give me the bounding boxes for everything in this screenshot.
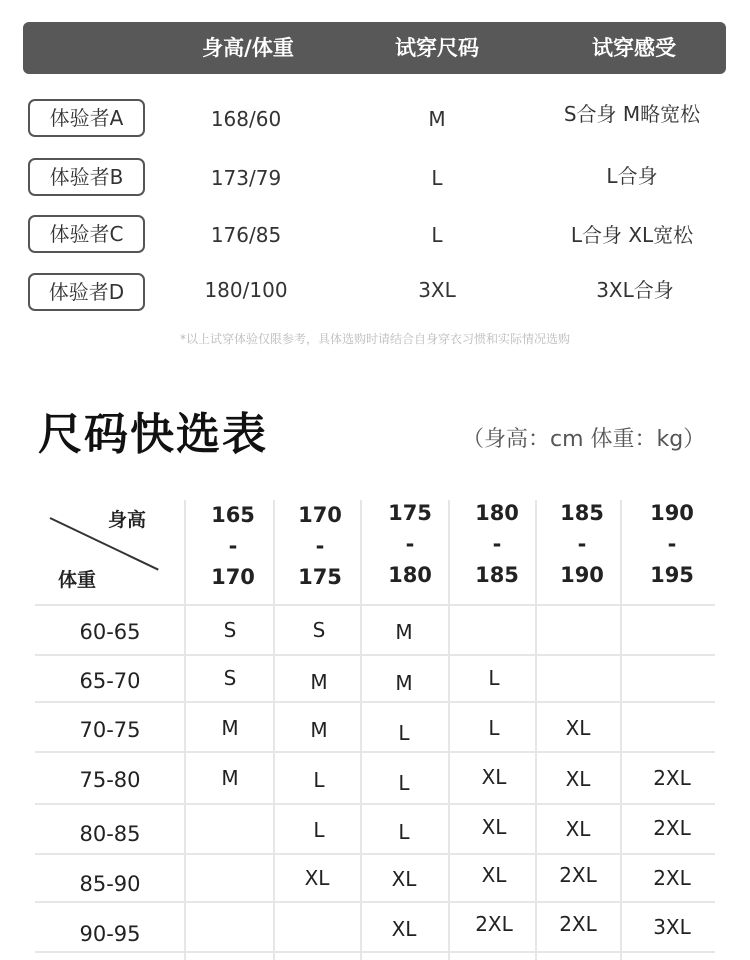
size-cell: 2XL — [559, 863, 597, 887]
size-cell: L — [398, 721, 410, 745]
size-cell: L — [398, 820, 410, 844]
size-cell: XL — [481, 765, 507, 789]
grid-vline — [273, 500, 275, 960]
weight-range-label: 65-70 — [79, 669, 141, 693]
grid-hline — [35, 853, 715, 855]
height-from: 180 — [475, 501, 519, 525]
weight-range-label: 90-95 — [79, 922, 141, 946]
tester-feeling: S合身 M略宽松 — [563, 102, 701, 126]
size-cell: S — [312, 618, 326, 642]
height-from: 175 — [388, 501, 432, 525]
size-cell: XL — [391, 867, 417, 891]
tester-feeling: L合身 — [606, 164, 658, 188]
tester-feeling: 3XL合身 — [596, 278, 674, 302]
weight-range-label: 75-80 — [79, 768, 141, 792]
size-cell: XL — [481, 815, 507, 839]
size-cell: 3XL — [653, 915, 691, 939]
tester-height-weight: 180/100 — [204, 278, 288, 302]
size-cell: 2XL — [653, 866, 691, 890]
corner-height-label: 身高 — [108, 509, 147, 531]
size-cell: M — [221, 716, 239, 740]
size-cell: L — [313, 818, 325, 842]
size-cell: 2XL — [653, 816, 691, 840]
header-try-size: 试穿尺码 — [395, 36, 479, 60]
height-column-header — [193, 500, 273, 593]
size-cell: XL — [481, 863, 507, 887]
corner-weight-label: 体重 — [58, 569, 97, 591]
height-from: 185 — [560, 501, 604, 525]
size-cell: S — [223, 666, 237, 690]
height-column-header — [542, 498, 622, 591]
size-cell: M — [310, 670, 328, 694]
height-column-header — [280, 500, 360, 593]
size-cell: XL — [565, 716, 591, 740]
weight-range-label: 80-85 — [79, 822, 141, 846]
size-cell: XL — [565, 767, 591, 791]
height-dash: - — [315, 534, 325, 558]
size-cell: S — [223, 618, 237, 642]
size-cell: M — [395, 620, 413, 644]
grid-vline — [184, 500, 186, 960]
size-cell: XL — [391, 917, 417, 941]
grid-hline — [35, 901, 715, 903]
height-to: 195 — [650, 563, 694, 587]
size-cell: XL — [565, 817, 591, 841]
tester-name-badge: 体验者B — [28, 158, 145, 196]
size-cell: M — [310, 718, 328, 742]
size-cell: 2XL — [475, 912, 513, 936]
height-from: 165 — [211, 503, 255, 527]
tester-size: L — [431, 166, 443, 190]
size-cell: L — [488, 716, 500, 740]
size-chart-unit-note: （身高：cm 体重：kg） — [462, 427, 706, 452]
height-to: 185 — [475, 563, 519, 587]
height-column-header — [457, 498, 537, 591]
tester-size: L — [431, 223, 443, 247]
size-cell: L — [313, 768, 325, 792]
size-cell: XL — [304, 866, 330, 890]
tester-height-weight: 176/85 — [210, 223, 282, 247]
header-feeling: 试穿感受 — [592, 36, 676, 60]
size-cell: M — [395, 671, 413, 695]
grid-hline — [35, 803, 715, 805]
height-dash: - — [667, 532, 677, 556]
height-to: 190 — [560, 563, 604, 587]
size-cell: 2XL — [559, 912, 597, 936]
size-cell: L — [398, 771, 410, 795]
height-column-header — [370, 498, 450, 591]
grid-hline — [35, 751, 715, 753]
tester-name-badge: 体验者A — [28, 99, 145, 137]
tester-height-weight: 168/60 — [210, 107, 282, 131]
tester-size: 3XL — [418, 278, 456, 302]
tester-feeling: L合身 XL宽松 — [570, 223, 694, 247]
tester-height-weight: 173/79 — [210, 166, 282, 190]
size-cell: L — [488, 666, 500, 690]
height-to: 170 — [211, 565, 255, 589]
weight-range-label: 85-90 — [79, 872, 141, 896]
height-from: 190 — [650, 501, 694, 525]
weight-range-label: 60-65 — [79, 620, 141, 644]
height-column-header — [632, 498, 712, 591]
height-from: 170 — [298, 503, 342, 527]
tester-footnote: *以上试穿体验仅限参考，具体选购时请结合自身穿衣习惯和实际情况选购 — [179, 332, 570, 346]
grid-hline — [35, 604, 715, 606]
tester-name-badge: 体验者C — [28, 215, 145, 253]
grid-hline — [35, 654, 715, 656]
height-dash: - — [405, 532, 415, 556]
height-dash: - — [577, 532, 587, 556]
height-to: 180 — [388, 563, 432, 587]
tester-size: M — [428, 107, 446, 131]
tester-name-badge: 体验者D — [28, 273, 145, 311]
grid-hline — [35, 701, 715, 703]
size-cell: 2XL — [653, 766, 691, 790]
grid-hline — [35, 951, 715, 953]
size-chart-title: 尺码快选表 — [38, 409, 268, 460]
header-height-weight: 身高/体重 — [202, 36, 294, 60]
height-to: 175 — [298, 565, 342, 589]
size-cell: M — [221, 766, 239, 790]
grid-vline — [360, 500, 362, 960]
height-dash: - — [228, 534, 238, 558]
height-dash: - — [492, 532, 502, 556]
weight-range-label: 70-75 — [79, 718, 141, 742]
